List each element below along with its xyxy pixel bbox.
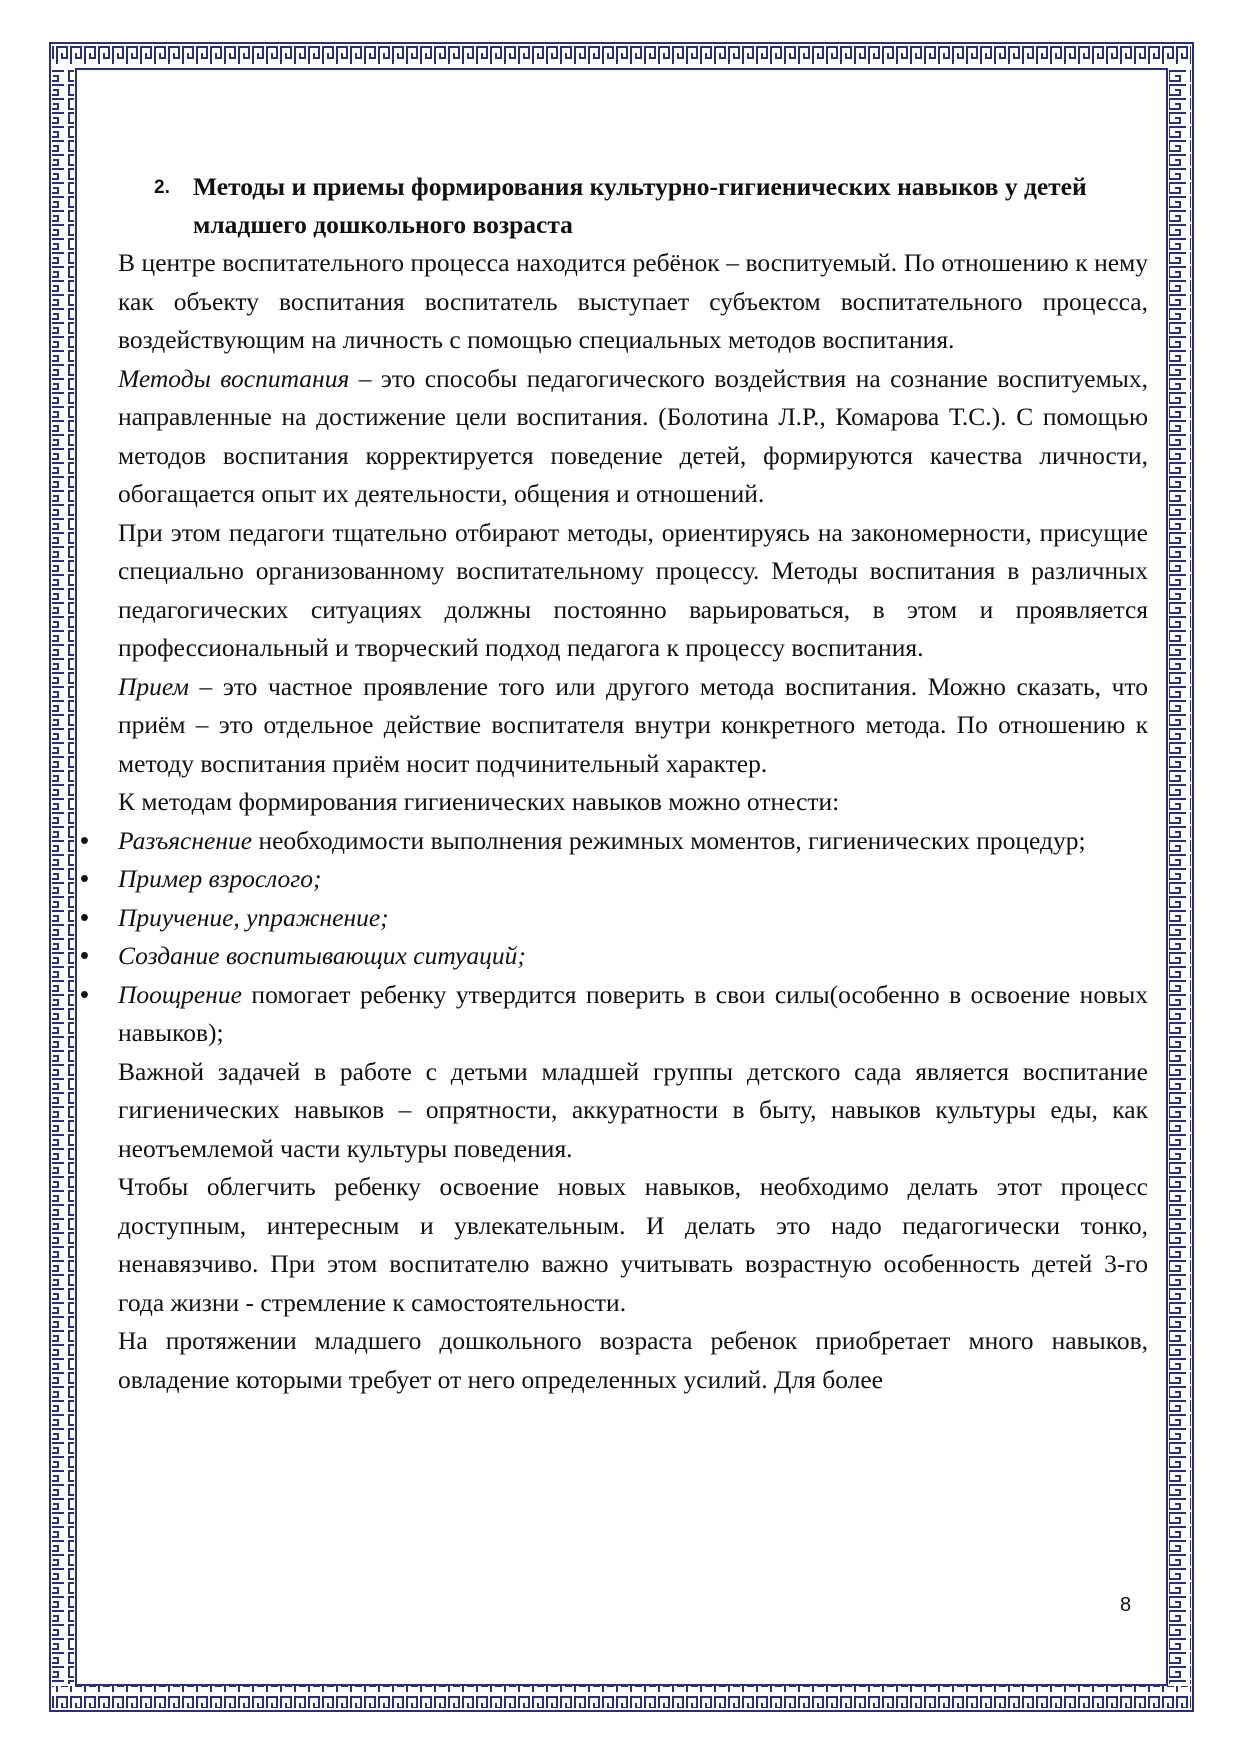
term-methods: Методы воспитания bbox=[118, 363, 350, 393]
bullet-marker: • bbox=[80, 903, 89, 932]
encouragement-text: помогает ребенку утвердится поверить в свои силы(особенно в освоение новых навыков); bbox=[118, 979, 1148, 1047]
bullet-marker: • bbox=[80, 942, 89, 970]
methods-definition-text: – это способы педагогического воздействия на сознание воспитуемых, направленные на достижение цели воспитания. (Болотина Л.Р., Комарова Т.С.). С помощью методов воспитания корректируется поведение детей, формируются качества личности, обогащается опыт их деятельности, общения и отношений. bbox=[118, 363, 1148, 508]
term-adult-example: Пример взрослого; bbox=[118, 864, 322, 893]
bullet-marker: • bbox=[80, 865, 89, 893]
paragraph-method-selection: При этом педагоги тщательно отбирают методы, ориентируясь на закономерности, присущие специально организованному воспитательному процессу. Методы воспитания в различных педагогических ситуациях должны постоянно варьироваться, в этом и проявляется профессиональный и творческий подход педагога к процессу воспитания. bbox=[118, 517, 1148, 662]
list-item bbox=[80, 822, 1148, 861]
term-encouragement: Поощрение bbox=[118, 979, 242, 1009]
term-technique: Прием bbox=[118, 671, 189, 701]
list-item bbox=[80, 899, 1148, 938]
explanation-text: необходимости выполнения режимных моментов, гигиенических процедур; bbox=[252, 825, 1086, 855]
section-heading bbox=[118, 168, 1148, 244]
paragraph-methods-definition bbox=[118, 360, 1148, 514]
section-number: 2. bbox=[154, 177, 170, 198]
paragraph-preschool-skills: На протяжении младшего дошкольного возраста ребенок приобретает много навыков, овладение которыми требует от него определенных усилий. Для более bbox=[118, 1326, 1148, 1394]
term-educational-situations: Создание воспитывающих ситуаций; bbox=[118, 941, 526, 970]
paragraph-hygiene-task: Важной задачей в работе с детьми младшей группы детского сада является воспитание гигиенических навыков – опрятности, аккуратности в быту, навыков культуры еды, как неотъемлемой части культуры поведения. bbox=[118, 1056, 1148, 1163]
paragraph-intro: В центре воспитательного процесса находится ребёнок – воспитуемый. По отношению к нему как объекту воспитания воспитатель выступает субъектом воспитательного процесса, воздействующим на личность с помощью специальных методов воспитания. bbox=[118, 248, 1148, 354]
bullet-marker: • bbox=[80, 826, 89, 855]
paragraph-methods-list-intro: К методам формирования гигиенических навыков можно отнести: bbox=[118, 787, 840, 816]
paragraph-technique-definition bbox=[118, 668, 1148, 784]
term-explanation: Разъяснение bbox=[118, 825, 253, 855]
list-item bbox=[80, 976, 1148, 1053]
page-number: 8 bbox=[1120, 1594, 1132, 1616]
term-training: Приучение, упражнение; bbox=[118, 902, 389, 932]
list-item bbox=[80, 937, 1148, 976]
list-item bbox=[80, 860, 1148, 899]
technique-definition-text: – это частное проявление того или другого метода воспитания. Можно сказать, что приём – это отдельное действие воспитателя внутри конкретного метода. По отношению к методу воспитания приём носит подчинительный характер. bbox=[118, 671, 1148, 778]
bullet-marker: • bbox=[80, 980, 89, 1009]
paragraph-ease-learning: Чтобы облегчить ребенку освоение новых навыков, необходимо делать этот процесс доступным, интересным и увлекательным. И делать это надо педагогически тонко, ненавязчиво. При этом воспитателю важно учитывать возрастную особенность детей 3-го года жизни - стремление к самостоятельности. bbox=[118, 1172, 1148, 1317]
methods-list bbox=[80, 822, 1148, 1053]
section-title: Методы и приемы формирования культурно-гигиенических навыков у детей младшего дошкольного возраста bbox=[193, 172, 1087, 239]
page-body bbox=[80, 168, 1148, 1399]
